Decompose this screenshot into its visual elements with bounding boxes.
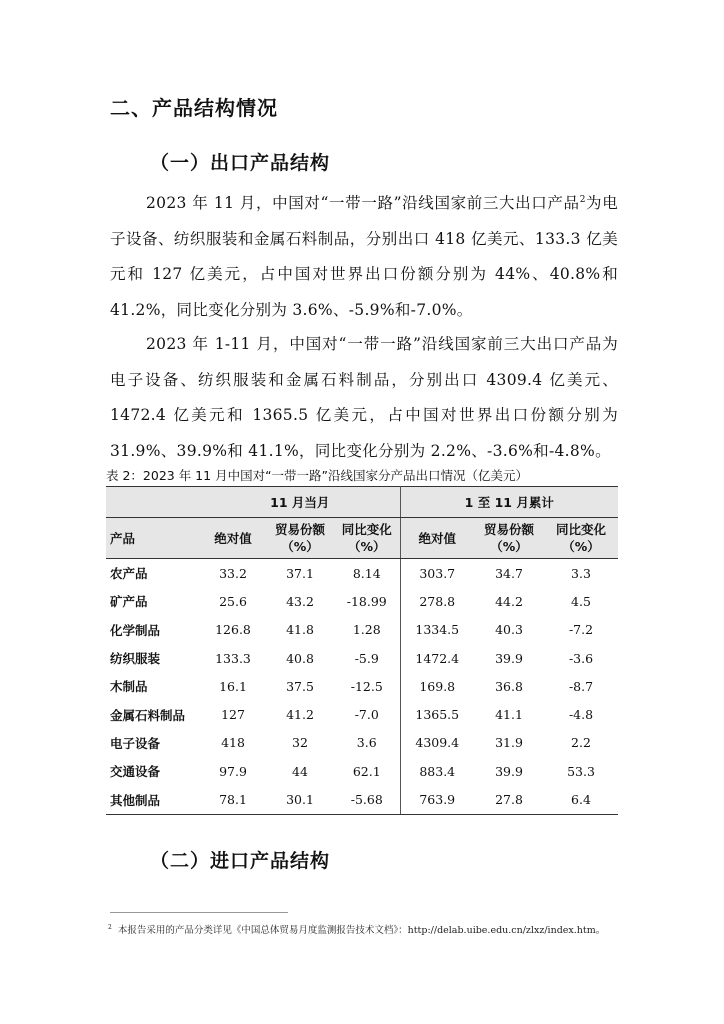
cell-share: 41.8 [286, 622, 314, 638]
cell-yoy-cum: -8.7 [568, 678, 594, 694]
cell-share: 37.5 [286, 678, 314, 694]
cell-yoy-cum: -3.6 [568, 650, 594, 666]
cell-share: 44 [292, 763, 308, 779]
footnote-divider [110, 912, 288, 913]
cell-value-cum: 1365.5 [415, 707, 460, 723]
footnote-ref[interactable]: 2 [579, 194, 586, 205]
cell-product-name: 交通设备 [110, 764, 161, 780]
table-row [106, 672, 618, 700]
table-row [106, 785, 618, 814]
cell-share: 43.2 [286, 593, 314, 609]
cell-yoy: -7.0 [334, 700, 400, 728]
cell-value-cum: 883.4 [419, 763, 456, 779]
cell-product-name: 其他制品 [106, 785, 200, 814]
cell-yoy-cum: -7.2 [568, 622, 594, 638]
cell-share-cum: 41.1 [495, 707, 523, 723]
cell-value-cum: 4309.4 [415, 735, 460, 751]
cell-value-cum: 278.8 [419, 593, 456, 609]
table-caption: 表 2：2023 年 11 月中国对“一带一路”沿线国家分产品出口情况（亿美元） [106, 468, 529, 483]
footnote-text: 本报告采用的产品分类详见《中国总体贸易月度监测报告技术文档》：http://delab.uibe.edu.cn/zlxz/index.htm。 [117, 925, 606, 936]
cell-share-cum: 39.9 [495, 763, 523, 779]
table-row [106, 757, 618, 785]
cell-yoy: -5.9 [334, 644, 400, 672]
cell-product-name: 矿产品 [110, 594, 148, 610]
column-header-value: 绝对值 [200, 518, 266, 559]
table-row [106, 616, 618, 644]
cell-yoy-cum: 3.3 [571, 565, 591, 581]
cell-value-cum: 1472.4 [415, 650, 460, 666]
table-row [106, 644, 618, 672]
table-row [106, 587, 618, 615]
group-header-november: 11 月当月 [200, 487, 400, 518]
cell-share-cum: 40.3 [495, 622, 523, 638]
table-row [106, 729, 618, 757]
table-row [106, 700, 618, 728]
cell-share-cum: 34.7 [495, 565, 523, 581]
cell-value: 418 [221, 735, 245, 751]
cell-yoy-cum: 4.5 [571, 593, 591, 609]
cell-yoy: 3.6 [334, 729, 400, 757]
cell-share: 41.2 [286, 707, 314, 723]
section-title: 二、产品结构情况 [110, 96, 278, 120]
cell-value: 97.9 [219, 763, 247, 779]
paragraph-cumulative: 2023 年 1-11 月，中国对“一带一路”沿线国家前三大出口产品为电子设备、纺织服装和金属石料制品，分别出口 4309.4 亿美元、1472.4 亿美元和 1365.5 亿美元，占中国对世界出口份额分别为 31.9%、39.9%和 41.1%，同比变化分别为 2.2%、-3.6%和-4.8%。 [110, 335, 618, 460]
cell-yoy-cum: 2.2 [571, 735, 591, 751]
cell-share: 40.8 [286, 650, 314, 666]
column-header-yoy: 同比变化 （%） [334, 518, 400, 559]
cell-share: 37.1 [286, 565, 314, 581]
cell-yoy: -12.5 [334, 672, 400, 700]
paragraph-november-body: 为电子设备、纺织服装和金属石料制品，分别出口 418 亿美元、133.3 亿美元和 127 亿美元，占中国对世界出口份额分别为 44%、40.8%和 41.2%，同比变化分别为 3.6%、-5.9%和-7.0%。 [110, 194, 618, 319]
table-body [106, 559, 618, 815]
cell-share-cum: 27.8 [474, 785, 544, 814]
cell-yoy-cum: 53.3 [567, 763, 595, 779]
table-group-header-row [106, 487, 618, 518]
column-header-value-cum: 绝对值 [400, 518, 474, 559]
cell-share-cum: 36.8 [495, 678, 523, 694]
paragraph-november [110, 186, 618, 328]
cell-product-name: 化学制品 [110, 622, 161, 638]
cell-product-name: 纺织服装 [110, 651, 161, 667]
cell-yoy: -18.99 [334, 587, 400, 615]
cell-yoy: 1.28 [334, 616, 400, 644]
cell-value: 126.8 [215, 622, 251, 638]
cell-value-cum: 763.9 [400, 785, 474, 814]
cell-product-name: 电子设备 [110, 735, 161, 751]
cell-value-cum: 1334.5 [415, 622, 460, 638]
cell-share: 32 [292, 735, 308, 751]
cell-yoy-cum: 6.4 [544, 785, 618, 814]
column-header-yoy-cum: 同比变化 （%） [544, 518, 618, 559]
cell-share-cum: 39.9 [495, 650, 523, 666]
cell-share-cum: 31.9 [495, 735, 523, 751]
footnote-number: 2 [108, 923, 112, 931]
table-column-header-row [106, 518, 618, 559]
cell-value: 127 [221, 707, 245, 723]
subsection-export-title: （一）出口产品结构 [150, 152, 331, 174]
cell-value: 78.1 [200, 785, 266, 814]
cell-share: 30.1 [266, 785, 334, 814]
cell-yoy: -5.68 [334, 785, 400, 814]
cell-yoy-cum: -4.8 [568, 707, 594, 723]
cell-product-name: 木制品 [110, 679, 148, 695]
cell-share-cum: 44.2 [495, 593, 523, 609]
cell-product-name: 农产品 [110, 566, 148, 582]
cell-value-cum: 169.8 [419, 678, 456, 694]
paragraph-november-lead: 2023 年 11 月，中国对“一带一路”沿线国家前三大出口产品 [146, 194, 580, 212]
cell-value: 25.6 [219, 593, 247, 609]
table-row [106, 559, 618, 588]
cell-yoy: 8.14 [334, 559, 400, 588]
column-header-share: 贸易份额 （%） [266, 518, 334, 559]
column-header-product: 产品 [106, 518, 200, 559]
group-header-empty [106, 487, 200, 518]
cell-yoy: 62.1 [334, 757, 400, 785]
subsection-import-title: （二）进口产品结构 [150, 850, 331, 872]
cell-value: 16.1 [219, 678, 247, 694]
cell-value-cum: 303.7 [419, 565, 456, 581]
cell-value: 133.3 [215, 650, 251, 666]
group-header-cumulative: 1 至 11 月累计 [400, 487, 618, 518]
column-header-share-cum: 贸易份额 （%） [474, 518, 544, 559]
footnote [108, 922, 605, 936]
cell-value: 33.2 [219, 565, 247, 581]
cell-product-name: 金属石料制品 [110, 707, 186, 723]
export-table [106, 486, 618, 815]
